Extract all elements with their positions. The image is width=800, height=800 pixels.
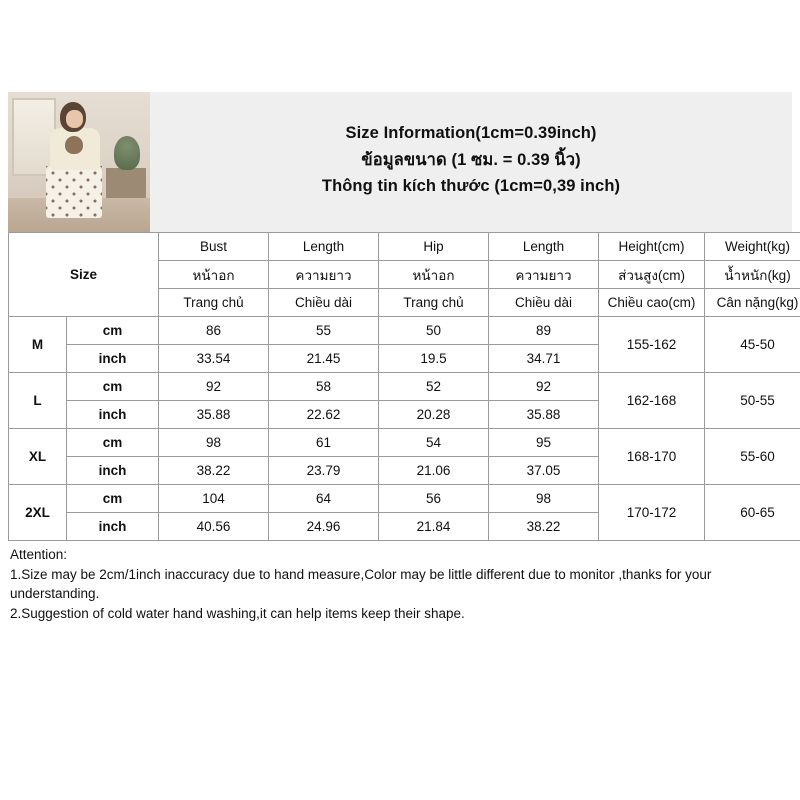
col-head-height-en: Height(cm) bbox=[599, 233, 705, 261]
cell-bust-inch-2xl: 40.56 bbox=[159, 513, 269, 541]
title-line-en: Size Information(1cm=0.39inch) bbox=[345, 124, 597, 142]
cell-length2-inch-m: 34.71 bbox=[489, 345, 599, 373]
table-row bbox=[9, 485, 800, 513]
photo-bear-motif bbox=[65, 136, 83, 154]
row-size-label-m: M bbox=[9, 317, 67, 373]
col-head-weight-th: น้ำหนัก(kg) bbox=[705, 261, 800, 289]
product-photo bbox=[8, 92, 150, 232]
chart-title-block bbox=[150, 92, 792, 232]
cell-length1-cm-l: 58 bbox=[269, 373, 379, 401]
cell-bust-inch-xl: 38.22 bbox=[159, 457, 269, 485]
photo-model-face bbox=[66, 110, 83, 128]
col-head-bust-en: Bust bbox=[159, 233, 269, 261]
cell-height-l: 162-168 bbox=[599, 373, 705, 429]
cell-hip-inch-2xl: 21.84 bbox=[379, 513, 489, 541]
col-head-height-th: ส่วนสูง(cm) bbox=[599, 261, 705, 289]
col-head-length2-en: Length bbox=[489, 233, 599, 261]
cell-hip-cm-xl: 54 bbox=[379, 429, 489, 457]
photo-pattern-dots bbox=[46, 166, 102, 218]
attention-line-1: 1.Size may be 2cm/1inch inaccuracy due to hand measure,Color may be little different due to monitor ,thanks for your bbox=[10, 566, 712, 582]
col-head-hip-en: Hip bbox=[379, 233, 489, 261]
cell-weight-m: 45-50 bbox=[705, 317, 800, 373]
col-head-length1-en: Length bbox=[269, 233, 379, 261]
row-size-label-xl: XL bbox=[9, 429, 67, 485]
cell-length1-inch-xl: 23.79 bbox=[269, 457, 379, 485]
col-head-hip-th: หน้าอก bbox=[379, 261, 489, 289]
col-head-bust-vi: Trang chủ bbox=[159, 289, 269, 317]
cell-length2-inch-l: 35.88 bbox=[489, 401, 599, 429]
row-unit-inch-l: inch bbox=[67, 401, 159, 429]
cell-length2-cm-2xl: 98 bbox=[489, 485, 599, 513]
attention-title: Attention: bbox=[10, 547, 68, 562]
col-head-length2-th: ความยาว bbox=[489, 261, 599, 289]
col-head-length1-vi: Chiều dài bbox=[269, 289, 379, 317]
cell-length2-cm-xl: 95 bbox=[489, 429, 599, 457]
cell-length2-cm-l: 92 bbox=[489, 373, 599, 401]
header-row-en bbox=[9, 233, 800, 261]
cell-hip-cm-l: 52 bbox=[379, 373, 489, 401]
cell-hip-inch-xl: 21.06 bbox=[379, 457, 489, 485]
col-head-hip-vi: Trang chủ bbox=[379, 289, 489, 317]
cell-length2-inch-2xl: 38.22 bbox=[489, 513, 599, 541]
col-head-length2-vi: Chiều dài bbox=[489, 289, 599, 317]
chart-header bbox=[8, 92, 792, 232]
cell-length1-inch-l: 22.62 bbox=[269, 401, 379, 429]
cell-length1-cm-m: 55 bbox=[269, 317, 379, 345]
row-unit-cm-m: cm bbox=[67, 317, 159, 345]
cell-hip-inch-l: 20.28 bbox=[379, 401, 489, 429]
cell-height-2xl: 170-172 bbox=[599, 485, 705, 541]
size-table bbox=[8, 232, 800, 541]
attention-line-1b: understanding. bbox=[10, 586, 100, 602]
title-line-vi: Thông tin kích thước (1cm=0,39 inch) bbox=[321, 177, 621, 195]
table-row bbox=[9, 317, 800, 345]
attention-block bbox=[8, 541, 792, 629]
col-head-bust-th: หน้าอก bbox=[159, 261, 269, 289]
col-head-weight-vi: Cân nặng(kg) bbox=[705, 289, 800, 317]
cell-bust-cm-m: 86 bbox=[159, 317, 269, 345]
title-line-th: ข้อมูลขนาด (1 ซม. = 0.39 นิ้ว) bbox=[361, 151, 581, 169]
cell-length1-cm-2xl: 64 bbox=[269, 485, 379, 513]
cell-bust-inch-m: 33.54 bbox=[159, 345, 269, 373]
table-row bbox=[9, 429, 800, 457]
cell-length1-cm-xl: 61 bbox=[269, 429, 379, 457]
cell-length2-cm-m: 89 bbox=[489, 317, 599, 345]
photo-plant bbox=[114, 136, 140, 170]
cell-weight-2xl: 60-65 bbox=[705, 485, 800, 541]
photo-table bbox=[106, 168, 146, 198]
row-unit-inch-2xl: inch bbox=[67, 513, 159, 541]
cell-weight-xl: 55-60 bbox=[705, 429, 800, 485]
row-unit-cm-l: cm bbox=[67, 373, 159, 401]
row-size-label-2xl: 2XL bbox=[9, 485, 67, 541]
attention-line-2: 2.Suggestion of cold water hand washing,it can help items keep their shape. bbox=[10, 605, 465, 621]
cell-hip-inch-m: 19.5 bbox=[379, 345, 489, 373]
row-unit-inch-xl: inch bbox=[67, 457, 159, 485]
cell-weight-l: 50-55 bbox=[705, 373, 800, 429]
cell-hip-cm-m: 50 bbox=[379, 317, 489, 345]
cell-bust-cm-2xl: 104 bbox=[159, 485, 269, 513]
col-head-height-vi: Chiều cao(cm) bbox=[599, 289, 705, 317]
cell-length1-inch-m: 21.45 bbox=[269, 345, 379, 373]
size-word-cell: Size bbox=[9, 233, 159, 317]
cell-length2-inch-xl: 37.05 bbox=[489, 457, 599, 485]
cell-height-m: 155-162 bbox=[599, 317, 705, 373]
col-head-weight-en: Weight(kg) bbox=[705, 233, 800, 261]
row-unit-cm-2xl: cm bbox=[67, 485, 159, 513]
cell-bust-inch-l: 35.88 bbox=[159, 401, 269, 429]
cell-length1-inch-2xl: 24.96 bbox=[269, 513, 379, 541]
cell-height-xl: 168-170 bbox=[599, 429, 705, 485]
row-unit-inch-m: inch bbox=[67, 345, 159, 373]
table-row bbox=[9, 373, 800, 401]
cell-bust-cm-l: 92 bbox=[159, 373, 269, 401]
col-head-length1-th: ความยาว bbox=[269, 261, 379, 289]
cell-bust-cm-xl: 98 bbox=[159, 429, 269, 457]
size-chart-card bbox=[8, 92, 799, 629]
row-size-label-l: L bbox=[9, 373, 67, 429]
row-unit-cm-xl: cm bbox=[67, 429, 159, 457]
cell-hip-cm-2xl: 56 bbox=[379, 485, 489, 513]
